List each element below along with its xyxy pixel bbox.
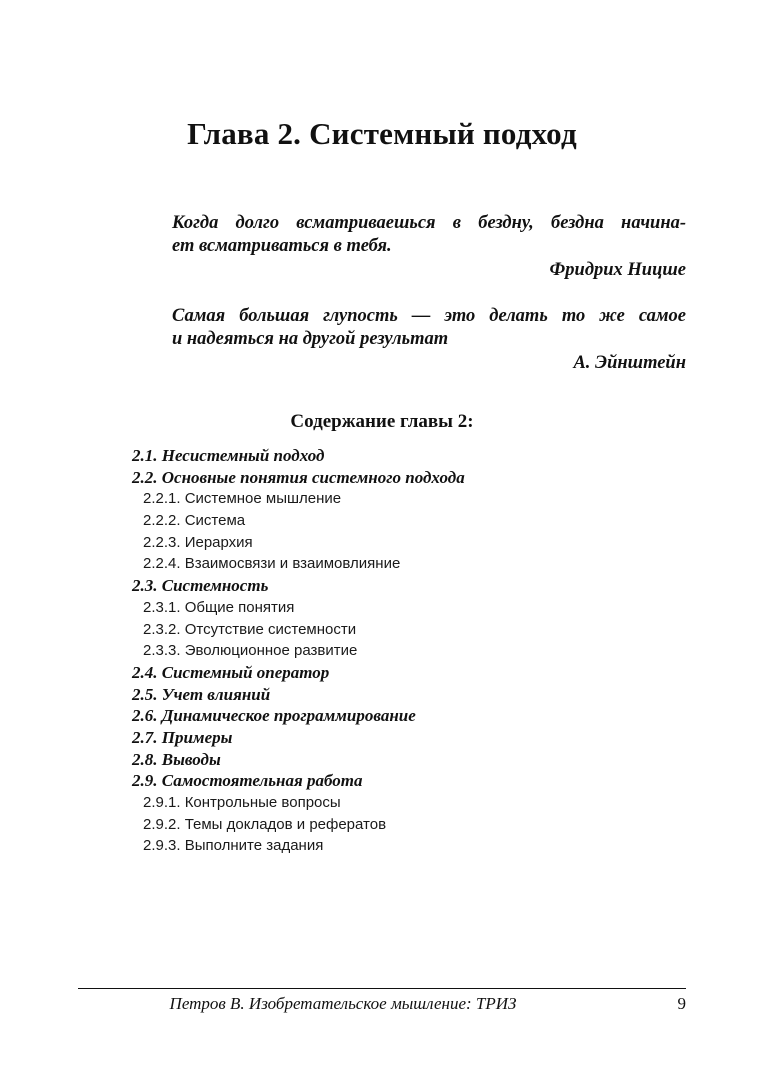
toc-subsection-item: 2.2.2. Система (143, 512, 246, 530)
toc-subsection-item: 2.3.3. Эволюционное развитие (143, 642, 358, 660)
epigraph-quote-line: ет всматриваться в тебя. (172, 236, 392, 256)
epigraph-quote-line: Самая большая глупость — это делать то же самое (172, 306, 686, 326)
toc-section-item: 2.9. Самостоятельная работа (132, 771, 363, 791)
toc-subsection-item: 2.2.1. Системное мышление (143, 490, 342, 508)
epigraph-author: Фридрих Ницше (549, 260, 686, 280)
toc-section-item: 2.8. Выводы (132, 749, 221, 769)
epigraph-nietzsche (172, 212, 686, 282)
toc-heading: Содержание главы 2: (290, 411, 474, 432)
toc-subsection-item: 2.3.2. Отсутствие системности (143, 620, 357, 638)
toc-section-item: 2.1. Несистемный подход (132, 446, 325, 465)
toc-subsection-item: 2.9.3. Выполните задания (143, 837, 324, 855)
toc-section-item: 2.2. Основные понятия системного подхода (132, 467, 465, 487)
footer-divider (78, 988, 686, 989)
epigraph-einstein (172, 305, 686, 375)
toc-section-item: 2.4. Системный оператор (132, 662, 330, 682)
toc-subsection-item: 2.2.3. Иерархия (143, 533, 253, 551)
footer-running-title: Петров В. Изобретательское мышление: ТРИЗ (169, 994, 517, 1013)
toc-subsection-item: 2.9.2. Темы докладов и рефератов (143, 815, 387, 833)
table-of-contents (132, 445, 692, 857)
toc-section-item: 2.3. Системность (132, 576, 269, 596)
epigraph-quote-line: Когда долго всматриваешься в бездну, бездна начина- (172, 213, 686, 233)
epigraph-author: А. Эйнштейн (573, 353, 686, 373)
toc-section-item: 2.7. Примеры (132, 727, 233, 747)
epigraph-quote-line: и надеяться на другой результат (172, 329, 449, 349)
toc-section-item: 2.6. Динамическое программирование (132, 706, 416, 726)
toc-section-item: 2.5. Учет влияний (132, 684, 271, 704)
toc-subsection-item: 2.2.4. Взаимосвязи и взаимовлияние (143, 555, 401, 573)
chapter-title: Глава 2. Системный подход (187, 116, 577, 151)
toc-subsection-item: 2.9.1. Контрольные вопросы (143, 794, 341, 811)
toc-subsection-item: 2.3.1. Общие понятия (143, 598, 295, 616)
page-number: 9 (677, 994, 686, 1013)
